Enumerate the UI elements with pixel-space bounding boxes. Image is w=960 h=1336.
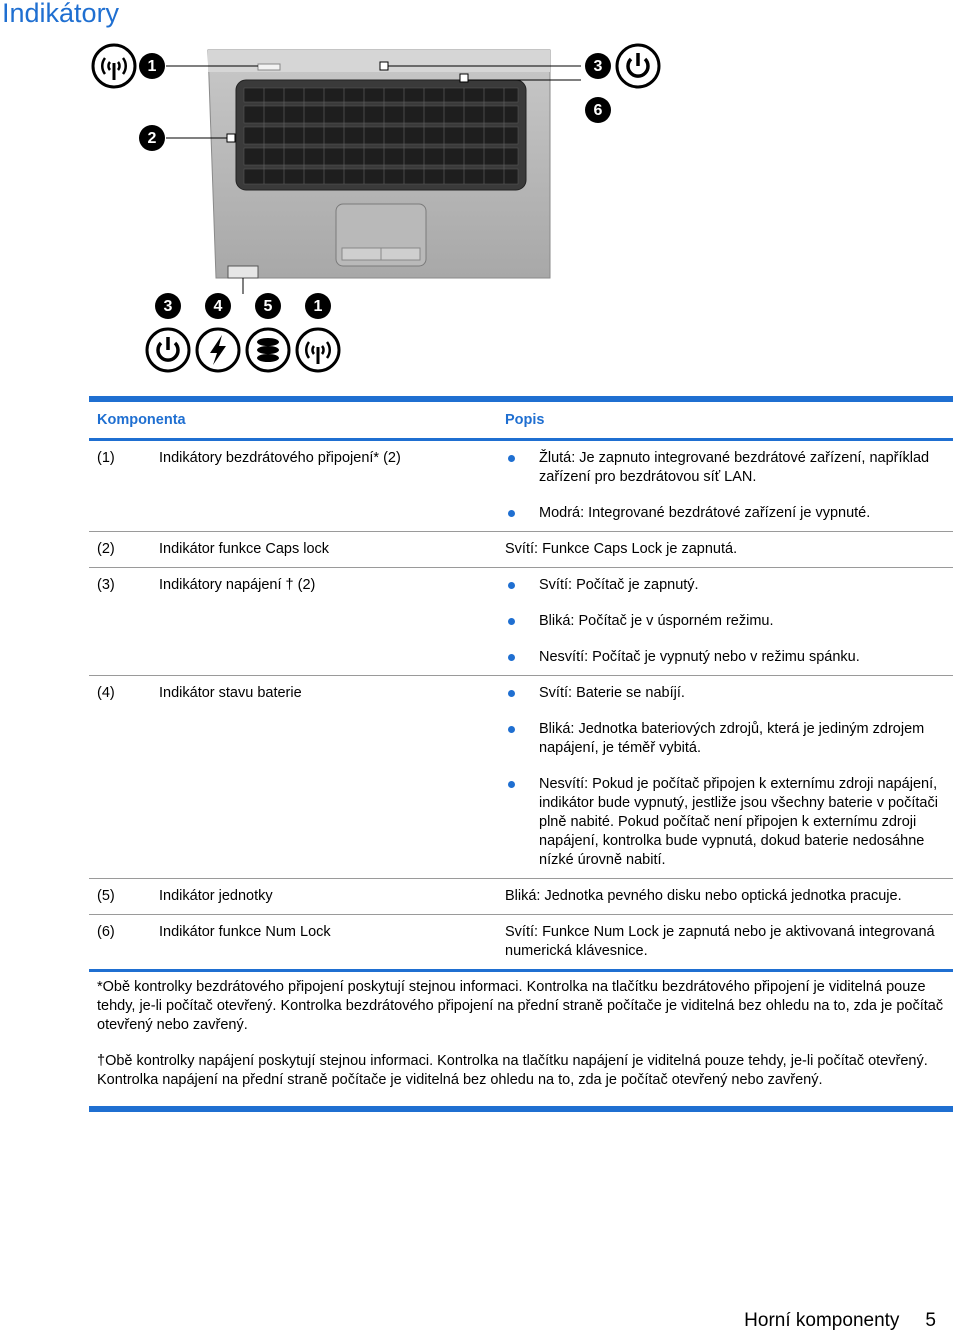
page-title: Indikátory (2, 0, 120, 28)
component-table (89, 396, 953, 972)
callout-1-bottom (305, 293, 331, 319)
callout-1-top (139, 53, 165, 79)
list-item: Modrá: Integrované bezdrátové zařízení je vypnuté. (505, 504, 945, 523)
svg-text:2: 2 (147, 130, 157, 147)
svg-text:1: 1 (313, 298, 323, 315)
table-row (89, 915, 953, 971)
lightning-icon (197, 329, 239, 371)
wireless-icon (93, 45, 135, 87)
power-icon (617, 45, 659, 87)
wireless-icon (297, 329, 339, 371)
svg-text:1: 1 (147, 58, 157, 75)
callout-4 (205, 293, 231, 319)
footnotes (89, 976, 953, 1112)
svg-text:3: 3 (163, 298, 173, 315)
bullet-icon (508, 582, 515, 589)
row-number: (4) (97, 685, 115, 701)
list-item: Bliká: Jednotka bateriových zdrojů, která je jediným zdrojem napájení, je téměř vybitá. (505, 720, 945, 758)
power-light-marker (380, 62, 388, 70)
table-header-row (89, 399, 953, 440)
laptop-illustration (88, 40, 668, 380)
page-footer (744, 1310, 936, 1332)
num-lock-marker (460, 74, 468, 82)
bullet-icon (508, 726, 515, 733)
front-indicators (228, 266, 258, 278)
row-description (497, 676, 953, 879)
svg-text:4: 4 (213, 298, 223, 315)
row-component: Indikátory bezdrátového připojení* (2) (159, 450, 401, 466)
bullet-icon (508, 618, 515, 625)
row-number: (6) (97, 924, 115, 940)
bullet-icon (508, 690, 515, 697)
footer-section-title: Horní komponenty (744, 1310, 900, 1331)
footnote-power: †Obě kontrolky napájení poskytují stejnou informaci. Kontrolka na tlačítku napájení je viditelná pouze tehdy, je-li počítač otevřený. Kontrolka napájení na přední straně počítače je viditelná bez ohledu na to, zda je počítač otevřený nebo zavřený. (97, 1053, 928, 1088)
drive-icon (247, 329, 289, 371)
row-component: Indikátor jednotky (159, 888, 273, 904)
table-row (89, 532, 953, 568)
row-component: Indikátor funkce Caps lock (159, 541, 330, 557)
caps-lock-marker (227, 134, 235, 142)
list-item: Nesvítí: Pokud je počítač připojen k externímu zdroji napájení, indikátor bude vypnutý, jestliže jsou všechny baterie v počítači plně nabité. Pokud počítač není připojen k externímu zdroji napájení, kontrolka bude vypnutá, dokud baterie nedosáhne nízké úrovně nabití. (505, 775, 945, 870)
footnote-wireless: *Obě kontrolky bezdrátového připojení poskytují stejnou informaci. Kontrolka na tlačítku bezdrátového připojení je viditelná pouze tehdy, je-li počítač otevřený. Kontrolka bezdrátového připojení na přední straně počítače je viditelná bez ohledu na to, zda je počítač otevřený nebo zavřený. (97, 979, 944, 1033)
callout-6 (585, 97, 611, 123)
list-item: Nesvítí: Počítač je vypnutý nebo v režimu spánku. (505, 648, 945, 667)
power-icon (147, 329, 189, 371)
list-item: Svítí: Baterie se nabíjí. (505, 684, 945, 703)
row-number: (1) (97, 450, 115, 466)
header-component: Komponenta (97, 412, 186, 428)
row-description: Bliká: Jednotka pevného disku nebo optická jednotka pracuje. (505, 888, 902, 904)
status-light-strip (258, 64, 280, 70)
callout-3-top (585, 53, 611, 79)
row-description: Svítí: Funkce Num Lock je zapnutá nebo je aktivovaná integrovaná numerická klávesnice. (505, 924, 935, 959)
bullet-icon (508, 781, 515, 788)
svg-text:3: 3 (593, 58, 603, 75)
laptop-figure (88, 40, 668, 380)
row-number: (2) (97, 541, 115, 557)
row-description (497, 568, 953, 676)
table-row (89, 440, 953, 532)
row-component: Indikátor stavu baterie (159, 685, 302, 701)
header-description: Popis (505, 412, 545, 428)
list-item: Žlutá: Je zapnuto integrované bezdrátové zařízení, například zařízení pro bezdrátovou síť LAN. (505, 449, 945, 487)
svg-text:6: 6 (593, 102, 603, 119)
list-item: Svítí: Počítač je zapnutý. (505, 576, 945, 595)
bullet-icon (508, 510, 515, 517)
table-row (89, 568, 953, 676)
callout-5 (255, 293, 281, 319)
row-number: (5) (97, 888, 115, 904)
callout-2 (139, 125, 165, 151)
row-description: Svítí: Funkce Caps Lock je zapnutá. (505, 541, 738, 557)
table-row (89, 879, 953, 915)
bullet-icon (508, 455, 515, 462)
page-number: 5 (925, 1310, 936, 1331)
row-number: (3) (97, 577, 115, 593)
row-component: Indikátor funkce Num Lock (159, 924, 331, 940)
row-description (497, 440, 953, 532)
callout-3-bottom (155, 293, 181, 319)
row-component: Indikátory napájení † (2) (159, 577, 316, 593)
bullet-icon (508, 654, 515, 661)
table-row (89, 676, 953, 879)
list-item: Bliká: Počítač je v úsporném režimu. (505, 612, 945, 631)
svg-text:5: 5 (263, 298, 273, 315)
